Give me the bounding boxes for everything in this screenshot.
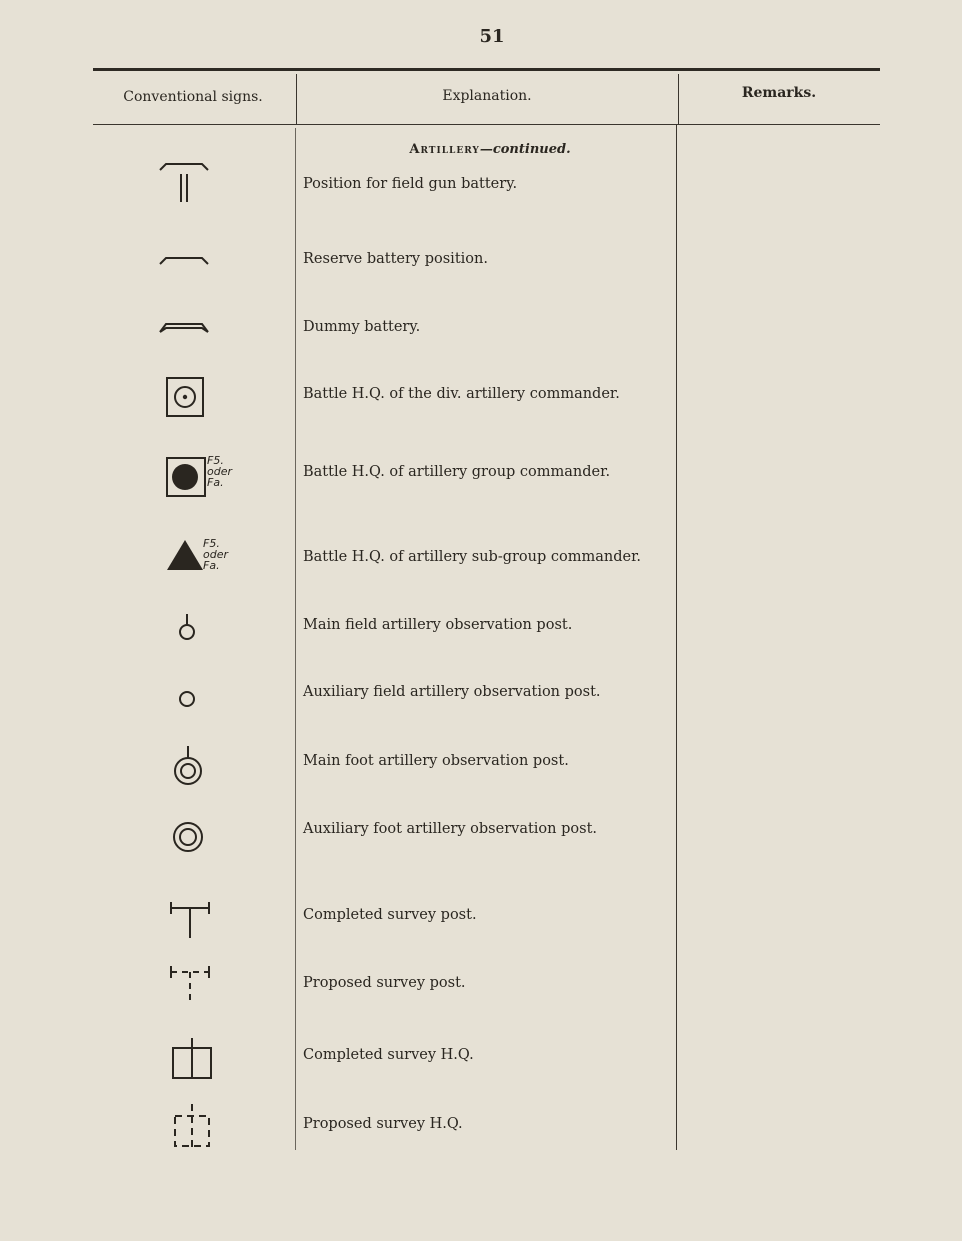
div-artillery-hq-icon: [165, 376, 207, 420]
subgroup-hq-label-line-2: oder: [203, 548, 229, 561]
row-text-8: Auxiliary field artillery observation post.: [303, 684, 601, 700]
artillery-group-hq-icon: [165, 456, 209, 500]
header-explanation: Explanation.: [442, 88, 532, 104]
group-hq-label-line-1: F5.: [207, 454, 224, 467]
column-divider-1: [295, 128, 296, 1150]
group-hq-label-line-2: oder: [207, 465, 233, 478]
row-text-9: Main foot artillery observation post.: [303, 753, 569, 769]
proposed-survey-post-icon: [168, 962, 212, 1004]
field-gun-battery-icon: [156, 160, 212, 210]
completed-survey-hq-icon: [170, 1036, 214, 1080]
artillery-subgroup-hq-icon: [165, 538, 205, 572]
row-text-5: Battle H.Q. of artillery group commander.: [303, 464, 611, 480]
row-text-7: Main field artillery observation post.: [303, 617, 573, 633]
row-text-14: Proposed survey H.Q.: [303, 1116, 463, 1132]
row-text-12: Proposed survey post.: [303, 975, 466, 991]
page-number: 51: [479, 26, 505, 47]
column-divider-2: [676, 124, 677, 1150]
subgroup-hq-label-line-3: Fa.: [203, 559, 220, 572]
group-hq-label-line-3: Fa.: [207, 476, 224, 489]
subgroup-hq-label: [203, 538, 228, 571]
row-text-10: Auxiliary foot artillery observation post.: [303, 821, 598, 837]
header-remarks: Remarks.: [741, 85, 817, 101]
main-field-op-icon: [175, 612, 199, 642]
aux-foot-op-icon: [171, 820, 205, 854]
header-signs: Conventional signs.: [123, 89, 263, 105]
section-heading: [300, 142, 680, 157]
dummy-battery-icon: [156, 316, 212, 338]
group-hq-label: [207, 455, 232, 488]
proposed-survey-hq-icon: [170, 1102, 214, 1150]
aux-field-op-icon: [175, 688, 199, 710]
row-text-4: Battle H.Q. of the div. artillery commander.: [303, 386, 620, 402]
completed-survey-post-icon: [168, 898, 212, 940]
main-foot-op-icon: [171, 744, 205, 786]
row-text-6: Battle H.Q. of artillery sub-group commander.: [303, 549, 642, 565]
reserve-battery-icon: [156, 250, 212, 270]
row-text-3: Dummy battery.: [303, 319, 421, 335]
row-text-11: Completed survey post.: [303, 907, 477, 923]
section-suffix: —continued.: [479, 142, 571, 157]
row-text-13: Completed survey H.Q.: [303, 1047, 474, 1063]
section-title: Artillery: [409, 142, 480, 157]
subgroup-hq-label-line-1: F5.: [203, 537, 220, 550]
row-text-2: Reserve battery position.: [303, 251, 488, 267]
top-rule: [93, 68, 880, 71]
header-rule: [93, 124, 880, 125]
row-text-1: Position for field gun battery.: [303, 176, 518, 192]
